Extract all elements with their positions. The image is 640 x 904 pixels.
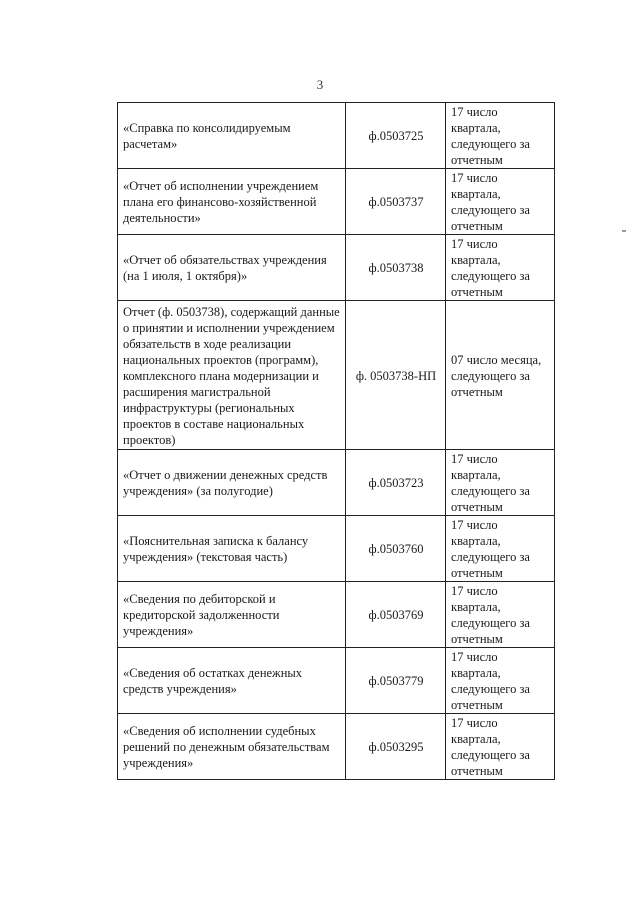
form-name-cell: «Отчет о движении денежных средств учреждения» (за полугодие) — [118, 450, 346, 516]
form-code-cell: ф.0503779 — [346, 648, 446, 714]
form-code-cell: ф. 0503738-НП — [346, 301, 446, 450]
reporting-forms-table — [117, 102, 555, 780]
deadline-cell: 17 число квартала, следующего за отчетным — [446, 103, 555, 169]
form-code-cell: ф.0503725 — [346, 103, 446, 169]
form-code-cell: ф.0503723 — [346, 450, 446, 516]
table-row — [118, 516, 555, 582]
page-number: 3 — [316, 77, 324, 92]
deadline-cell: 17 число квартала, следующего за отчетным — [446, 714, 555, 780]
form-code-cell: ф.0503769 — [346, 582, 446, 648]
table-row — [118, 235, 555, 301]
form-name-cell: «Отчет об обязательствах учреждения (на 1 июля, 1 октября)» — [118, 235, 346, 301]
form-code-cell: ф.0503760 — [346, 516, 446, 582]
table-row — [118, 648, 555, 714]
table-row — [118, 103, 555, 169]
form-name-cell: «Отчет об исполнении учреждением плана его финансово-хозяйственной деятельности» — [118, 169, 346, 235]
table-row — [118, 450, 555, 516]
table-row — [118, 714, 555, 780]
form-name-cell: Отчет (ф. 0503738), содержащий данные о принятии и исполнении учреждением обязательств в ходе реализации национальных проектов (программ), комплексного плана модернизации и расширения магистральной инфраструктуры (региональных проектов в составе национальных проектов) — [118, 301, 346, 450]
deadline-cell: 17 число квартала, следующего за отчетным — [446, 516, 555, 582]
form-code-cell: ф.0503295 — [346, 714, 446, 780]
deadline-cell: 17 число квартала, следующего за отчетным — [446, 648, 555, 714]
deadline-cell: 17 число квартала, следующего за отчетным — [446, 450, 555, 516]
form-code-cell: ф.0503737 — [346, 169, 446, 235]
form-name-cell: «Справка по консолидируемым расчетам» — [118, 103, 346, 169]
form-name-cell: «Сведения об остатках денежных средств учреждения» — [118, 648, 346, 714]
form-name-cell: «Сведения об исполнении судебных решений по денежным обязательствам учреждения» — [118, 714, 346, 780]
deadline-cell: 17 число квартала, следующего за отчетным — [446, 169, 555, 235]
table-row — [118, 169, 555, 235]
deadline-cell: 17 число квартала, следующего за отчетным — [446, 582, 555, 648]
table-row — [118, 582, 555, 648]
deadline-cell: 17 число квартала, следующего за отчетным — [446, 235, 555, 301]
form-code-cell: ф.0503738 — [346, 235, 446, 301]
deadline-cell: 07 число месяца, следующего за отчетным — [446, 301, 555, 450]
form-name-cell: «Пояснительная записка к балансу учреждения» (текстовая часть) — [118, 516, 346, 582]
scan-speck — [622, 230, 626, 232]
form-name-cell: «Сведения по дебиторской и кредиторской задолженности учреждения» — [118, 582, 346, 648]
table-row — [118, 301, 555, 450]
